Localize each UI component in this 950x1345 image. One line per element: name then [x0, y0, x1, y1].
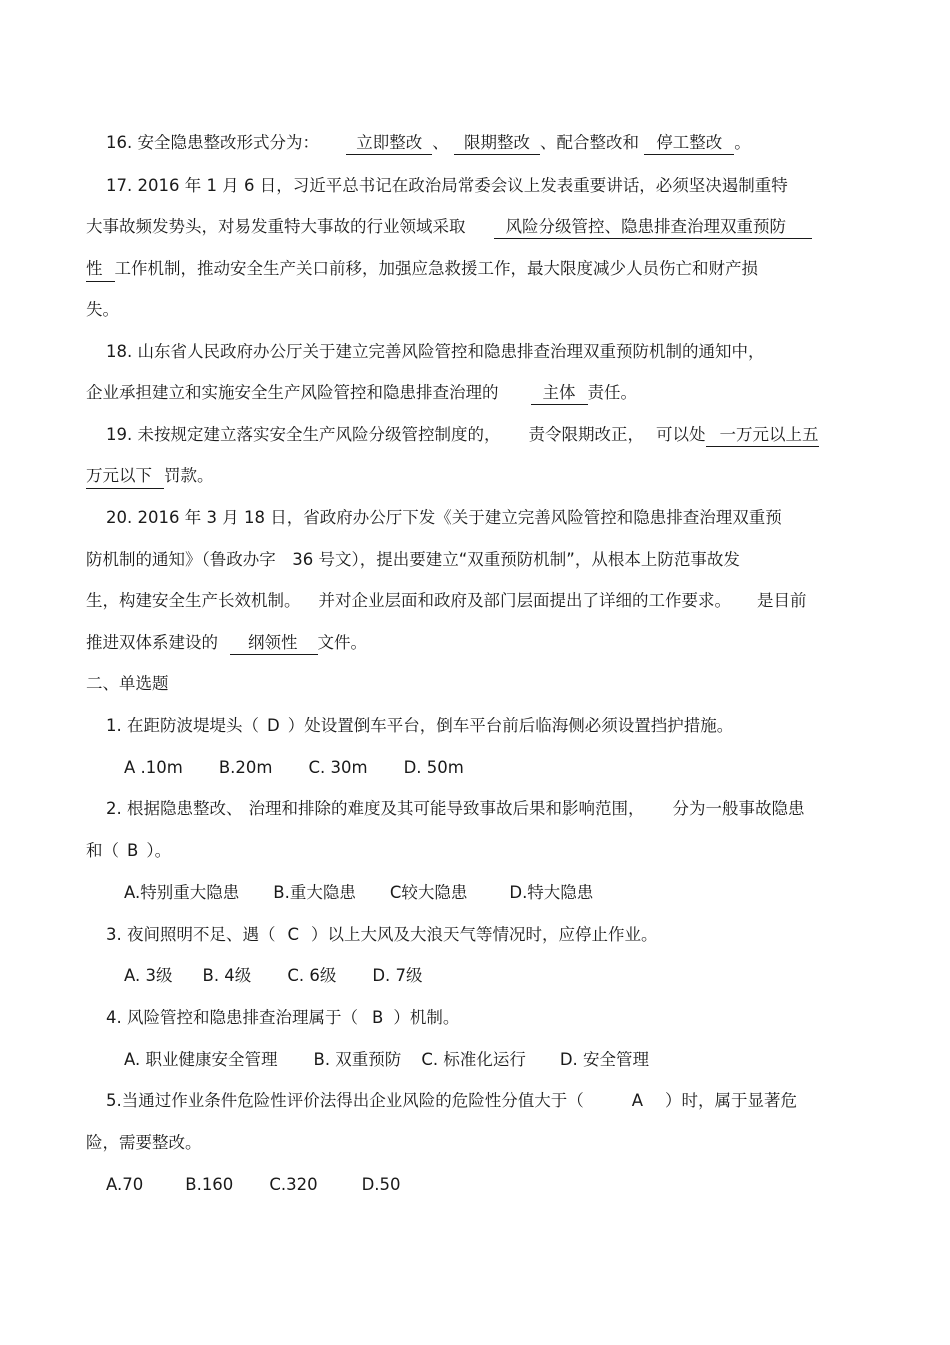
q20-line3-b: 并对企业层面和政府及部门层面提出了详细的工作要求。 — [318, 591, 731, 610]
q17-blank-1-cont: 性 — [86, 258, 115, 282]
mc1-stem-suffix: ）处设置倒车平台，倒车平台前后临海侧必须设置挡护措施。 — [287, 716, 734, 735]
q19-blank-1: 一万元以上五 — [706, 424, 819, 447]
question-20-line-1: 20. 2016 年 3 月 18 日，省政府办公厅下发《关于建立完善风险管控和隐患排查治理双重预 — [106, 508, 782, 527]
question-17-line-2 — [86, 216, 812, 239]
question-18-line-2 — [86, 382, 637, 405]
q19-mid: 责令限期改正， — [528, 425, 644, 444]
mc2-option-a: A.特别重大隐患 — [124, 883, 240, 902]
mc4-options — [124, 1049, 649, 1071]
q19-prefix: 19. 未按规定建立落实安全生产风险分级管控制度的， — [106, 425, 501, 444]
question-18-line-1: 18. 山东省人民政府办公厅关于建立完善风险管控和隐患排查治理双重预防机制的通知中， — [106, 342, 765, 361]
q18-line2-prefix: 企业承担建立和实施安全生产风险管控和隐患排查治理的 — [86, 383, 499, 402]
q20-blank-1: 纲领性 — [230, 632, 318, 655]
mc4-answer: B — [372, 1008, 384, 1027]
q16-sep-1: 、 — [432, 133, 449, 152]
q18-line2-suffix: 责任。 — [587, 383, 637, 402]
mc-question-5-line-1 — [106, 1090, 797, 1112]
mc4-stem-suffix: ）机制。 — [393, 1008, 460, 1027]
mc2-options — [124, 882, 593, 904]
q19-mid-2: 可以处 — [656, 425, 706, 444]
question-20-line-2: 防机制的通知》（鲁政办字 36 号文），提出要建立“双重预防机制”，从根本上防范事故发 — [86, 550, 740, 569]
question-19-line-1 — [106, 424, 819, 447]
q20-line4-prefix: 推进双体系建设的 — [86, 633, 218, 652]
question-19-line-2 — [86, 465, 214, 489]
mc3-option-c: C. 6级 — [287, 966, 337, 985]
q20-line4-suffix: 文件。 — [317, 633, 367, 652]
mc3-options — [124, 965, 423, 987]
question-20-line-3 — [86, 590, 807, 612]
q20-line3-c: 是目前 — [757, 591, 807, 610]
q16-prefix: 16. 安全隐患整改形式分为： — [106, 133, 319, 152]
mc1-options — [124, 757, 464, 779]
q16-sep-2: 、配合整改和 — [540, 133, 639, 152]
mc3-stem-prefix: 3. 夜间照明不足、遇（ — [106, 925, 276, 944]
mc4-option-a: A. 职业健康安全管理 — [124, 1050, 278, 1069]
mc1-option-d: D. 50m — [403, 758, 464, 777]
question-17-line-3 — [86, 258, 758, 282]
mc4-option-b: B. 双重预防 — [313, 1050, 402, 1069]
q16-blank-1: 立即整改 — [346, 132, 432, 155]
mc-question-2-line-1 — [106, 798, 805, 820]
mc1-option-b: B.20m — [218, 758, 273, 777]
q16-blank-2: 限期整改 — [454, 132, 540, 155]
mc2-line1-a: 2. 根据隐患整改、 — [106, 799, 243, 818]
question-17-line-1: 17. 2016 年 1 月 6 日，习近平总书记在政治局常委会议上发表重要讲话，必须坚决遏制重特 — [106, 176, 788, 195]
mc1-option-c: C. 30m — [308, 758, 368, 777]
mc-question-1 — [106, 715, 733, 737]
mc2-line2-prefix: 和（ — [86, 841, 119, 860]
mc4-option-c: C. 标准化运行 — [421, 1050, 526, 1069]
q16-blank-3: 停工整改 — [644, 132, 734, 155]
mc3-option-d: D. 7级 — [372, 966, 423, 985]
q18-blank-1: 主体 — [531, 382, 588, 405]
question-17-line-4: 失。 — [86, 300, 119, 319]
mc2-option-c: C较大隐患 — [389, 883, 468, 902]
mc5-answer: A — [631, 1091, 644, 1110]
mc5-option-b: B.160 — [185, 1175, 234, 1194]
mc1-stem-prefix: 1. 在距防波堤堤头（ — [106, 716, 259, 735]
mc3-option-b: B. 4级 — [202, 966, 252, 985]
mc2-line1-b: 治理和排除的难度及其可能导致事故后果和影响范围， — [248, 799, 645, 818]
mc2-line1-c: 分为一般事故隐患 — [672, 799, 805, 818]
q20-line3-a: 生，构建安全生产长效机制。 — [86, 591, 301, 610]
question-20-line-4 — [86, 632, 367, 655]
mc2-answer: B — [127, 841, 139, 860]
q17-line2-prefix: 大事故频发势头，对易发重特大事故的行业领域采取 — [86, 217, 466, 236]
mc5-stem-suffix: ）时，属于显著危 — [665, 1091, 798, 1110]
q16-end: 。 — [734, 133, 751, 152]
mc2-option-d: D.特大隐患 — [509, 883, 594, 902]
mc3-answer: C — [287, 925, 300, 944]
q19-blank-1-cont: 万元以下 — [86, 465, 164, 489]
mc5-option-c: C.320 — [269, 1175, 318, 1194]
mc4-option-d: D. 安全管理 — [559, 1050, 650, 1069]
mc3-stem-suffix: ）以上大风及大浪天气等情况时，应停止作业。 — [311, 925, 658, 944]
question-16 — [106, 132, 751, 155]
q17-blank-1: 风险分级管控、隐患排查治理双重预防 — [494, 216, 813, 239]
mc1-answer: D — [267, 716, 280, 735]
mc1-option-a: A .10m — [124, 758, 183, 777]
mc-question-2-line-2 — [86, 840, 171, 862]
mc5-options — [106, 1174, 401, 1196]
mc-question-3 — [106, 924, 658, 946]
mc5-option-d: D.50 — [361, 1175, 401, 1194]
q19-suffix: 罚款。 — [164, 466, 214, 485]
mc-question-5-line-2: 险，需要整改。 — [86, 1133, 202, 1152]
mc2-line2-suffix: ）。 — [146, 841, 172, 860]
q17-line3-rest: 工作机制，推动安全生产关口前移，加强应急救援工作，最大限度减少人员伤亡和财产损 — [114, 259, 758, 278]
mc4-stem-prefix: 4. 风险管控和隐患排查治理属于（ — [106, 1008, 358, 1027]
mc5-option-a: A.70 — [106, 1175, 144, 1194]
mc2-option-b: B.重大隐患 — [273, 883, 356, 902]
section-title-single-choice: 二、单选题 — [86, 674, 169, 693]
mc-question-4 — [106, 1007, 459, 1029]
mc3-option-a: A. 3级 — [124, 966, 173, 985]
mc5-stem-prefix: 5.当通过作业条件危险性评价法得出企业风险的危险性分值大于（ — [106, 1091, 584, 1110]
